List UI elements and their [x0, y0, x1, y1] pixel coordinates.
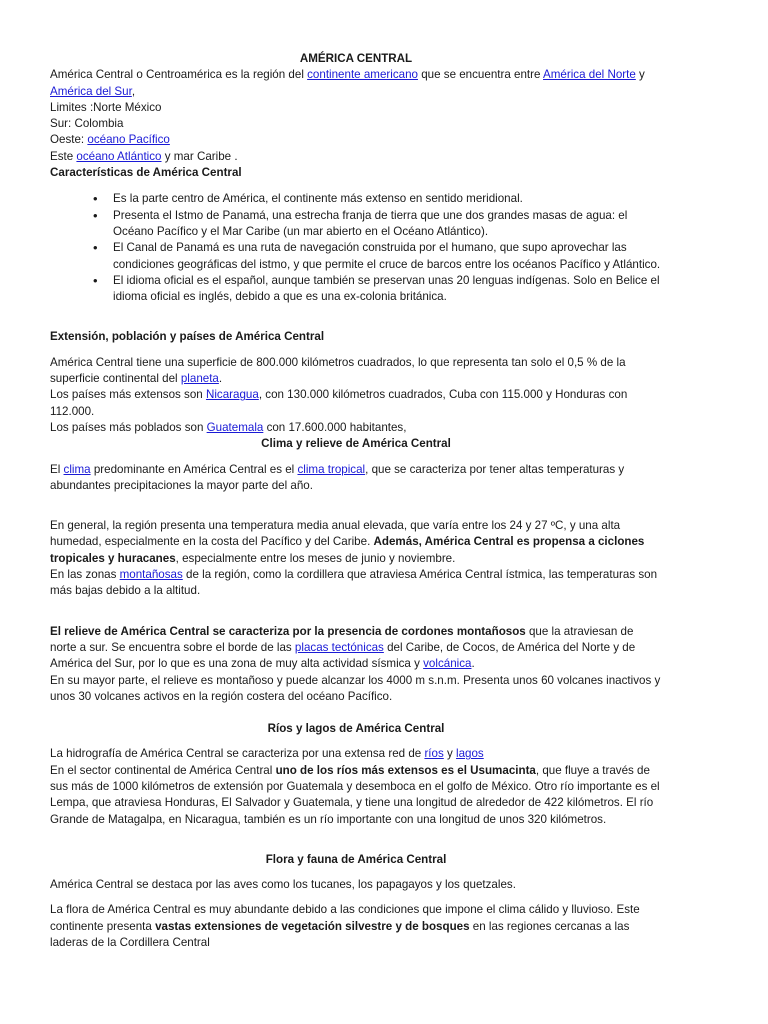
intro-text: y [635, 68, 645, 82]
paragraph-text: El [50, 462, 64, 476]
paragraph-text: . [471, 657, 475, 671]
limits-west [50, 132, 662, 148]
link-nicaragua[interactable]: Nicaragua [205, 388, 259, 402]
clima-paragraph-3 [50, 567, 662, 600]
caracteristicas-list [50, 191, 662, 305]
list-item: • El idioma oficial es el español, aunque también se preservan unas 20 lenguas indígenas. Solo en Belice el idioma oficial es inglés, debido a que es una ex-colonia británica. [113, 273, 662, 306]
paragraph-text: , con 130.000 kilómetros cuadrados, Cuba con 115.000 y Honduras con 112.000. [50, 388, 628, 418]
paragraph-text: , que se caracteriza por tener altas temperaturas y abundantes precipitaciones la mayor parte del año. [50, 462, 625, 492]
paragraph-text: , especialmente entre los meses de junio y noviembre. [175, 551, 456, 565]
intro-text: América Central o Centroamérica es la región del [50, 68, 308, 82]
clima-paragraph-2 [50, 518, 662, 567]
limits-east-label: Este [50, 149, 77, 163]
paragraph-text: predominante en América Central es el [90, 462, 298, 476]
page-title: AMÉRICA CENTRAL [299, 52, 413, 65]
paragraph-text: y [443, 747, 457, 761]
relieve-paragraph-2: En su mayor parte, el relieve es montañoso y puede alcanzar los 4000 m s.n.m. Presenta unos 60 volcanes inactivos y unos 30 volcanes activos en la región costera del océano Pacífico. [50, 673, 661, 703]
heading-text: Ríos y lagos de América Central [267, 722, 445, 736]
section-heading-extension [50, 329, 662, 345]
list-item: • Es la parte centro de América, el continente más extenso en sentido meridional. [113, 191, 662, 207]
bold-text: El relieve de América Central se caracteriza por la presencia de cordones montañosos [50, 624, 526, 638]
rios-paragraph-2 [50, 763, 662, 828]
paragraph-text: La hidrografía de América Central se caracteriza por una extensa red de [50, 747, 425, 761]
paragraph-text: en las regiones cercanas a las laderas de la Cordillera Central [50, 919, 630, 950]
link-guatemala[interactable]: Guatemala [206, 420, 264, 434]
link-america-del-sur[interactable]: América del Sur [50, 84, 132, 98]
heading-text: Características de América Central [50, 166, 242, 180]
limits-east-rest: y mar Caribe . [161, 149, 238, 163]
paragraph-text: con 17.600.000 habitantes, [263, 420, 407, 434]
rios-paragraph-1 [50, 746, 662, 762]
paragraph-text: América Central tiene una superficie de 800.000 kilómetros cuadrados, lo que representa tan solo el 0,5 % de la superficie continental del [50, 355, 626, 386]
limits-west-label: Oeste: [50, 133, 88, 147]
paragraph-text: En el sector continental de América Central [50, 763, 276, 777]
extension-paragraph-1 [50, 355, 662, 388]
clima-paragraph-1 [50, 462, 662, 495]
heading-text: Extensión, población y países de América Central [50, 330, 325, 344]
link-america-del-norte[interactable]: América del Norte [543, 68, 636, 82]
paragraph-text: , que fluye a través de sus más de 1000 kilómetros de extensión por Guatemala y desemboca en el golfo de México. Otro río importante es el Lempa, que atraviesa Honduras, El Salvador y Guatemala, y tiene una longitud de alrededor de 422 kilómetros. El río Grande de Matagalpa, en Nicaragua, también es un río importante con una longitud de unos 320 kilómetros. [50, 763, 660, 826]
link-clima[interactable]: clima [63, 462, 91, 476]
bold-text: uno de los ríos más extensos es el Usumacinta [275, 763, 536, 777]
flora-paragraph-1: América Central se destaca por las aves como los tucanes, los papagayos y los quetzales. [50, 878, 516, 892]
paragraph-text: del Caribe, de Cocos, de América del Norte y de América del Sur, por lo que es una zona de muy alta actividad sísmica y [50, 640, 636, 671]
list-item: • El Canal de Panamá es una ruta de navegación construida por el humano, que supo aprovechar las condiciones geográficas del istmo, y que permite el cruce de barcos entre los océanos Pacífico y Atlántico. [113, 240, 662, 273]
link-montanosas[interactable]: montañosas [119, 568, 183, 582]
bold-text: vastas extensiones de vegetación silvestre y de bosques [155, 919, 470, 933]
section-heading-caracteristicas [50, 165, 662, 181]
limits-north: Limites :Norte México [50, 100, 162, 114]
heading-text: Flora y fauna de América Central [265, 852, 447, 866]
link-continente-americano[interactable]: continente americano [307, 68, 418, 82]
paragraph-text: . [218, 372, 223, 386]
link-lagos[interactable]: lagos [456, 747, 484, 761]
section-heading-flora [50, 852, 662, 868]
relieve-paragraph [50, 624, 662, 673]
paragraph-text: Los países más extensos son [50, 388, 206, 402]
intro-paragraph [50, 67, 662, 100]
bold-text: Además, América Central es propensa a ciclones tropicales y huracanes [50, 535, 645, 565]
paragraph-text: En general, la región presenta una temperatura media anual elevada, que varía entre los 24 y 27 ºC, y una alta humedad, especialmente en la costa del Pacífico y del Caribe. [50, 519, 621, 549]
link-clima-tropical[interactable]: clima tropical [297, 462, 366, 476]
link-placas-tectonicas[interactable]: placas tectónicas [294, 640, 384, 654]
link-volcanica[interactable]: volcánica [423, 657, 472, 671]
paragraph-text: que la atraviesan de norte a sur. Se encuentra sobre el borde de las [50, 624, 634, 654]
limits-east [50, 149, 662, 165]
extension-paragraph-3 [50, 420, 662, 436]
flora-paragraph-2 [50, 902, 662, 951]
section-heading-rios [50, 721, 662, 737]
intro-text: , [131, 84, 136, 98]
link-oceano-atlantico[interactable]: océano Atlántico [76, 149, 162, 163]
link-rios[interactable]: ríos [424, 747, 444, 761]
heading-text: Clima y relieve de América Central [261, 437, 451, 451]
document-body [50, 51, 662, 951]
link-oceano-pacifico[interactable]: océano Pacífico [87, 133, 170, 147]
list-item: • Presenta el Istmo de Panamá, una estrecha franja de tierra que une dos grandes masas de agua: el Océano Pacífico y el Mar Caribe (un mar abierto en el Océano Atlántico). [113, 208, 662, 241]
section-heading-clima [50, 436, 662, 452]
paragraph-text: Los países más poblados son [50, 420, 207, 434]
extension-paragraph-2 [50, 387, 662, 420]
link-planeta[interactable]: planeta [180, 372, 219, 386]
limits-south: Sur: Colombia [50, 117, 124, 131]
paragraph-text: de la región, como la cordillera que atraviesa América Central ístmica, las temperaturas son más bajas debido a la altitud. [50, 568, 658, 598]
paragraph-text: En las zonas [50, 568, 120, 582]
intro-text: que se encuentra entre [417, 68, 544, 82]
paragraph-text: La flora de América Central es muy abundante debido a las condiciones que impone el clima cálido y lluvioso. Este continente presenta [50, 903, 640, 933]
